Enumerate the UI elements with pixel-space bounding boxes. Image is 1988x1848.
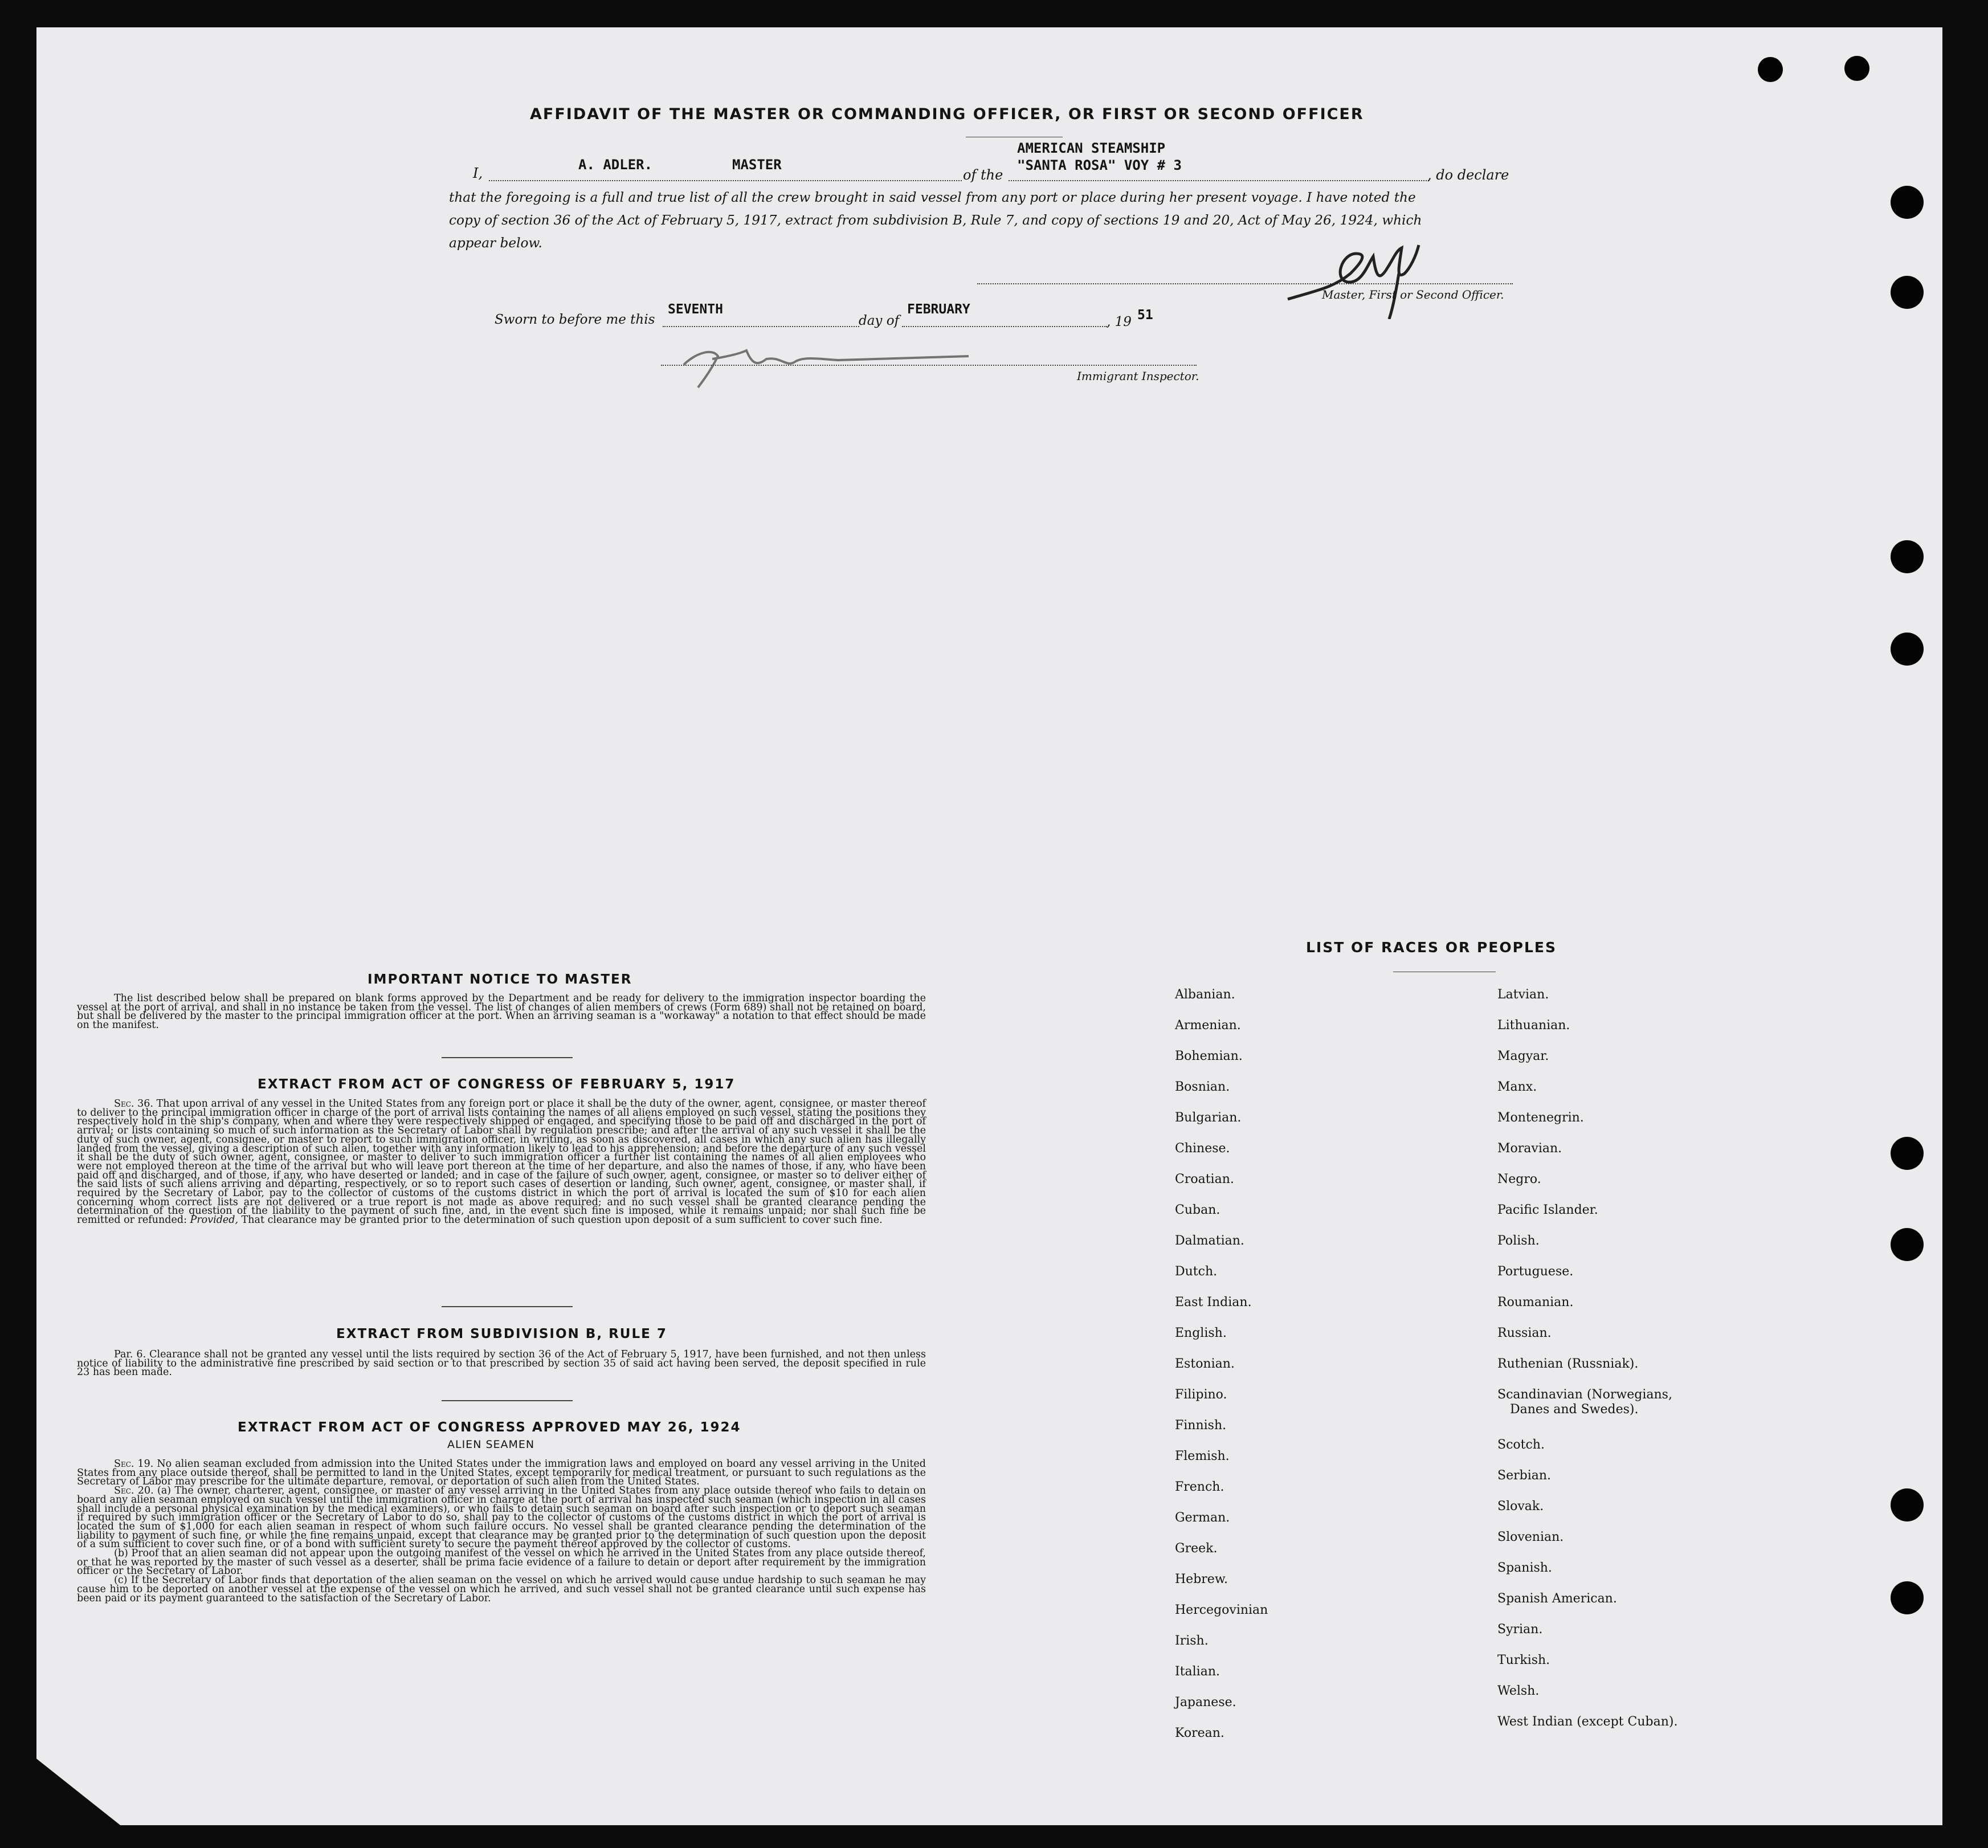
sec20c-para: (c) If the Secretary of Labor finds that deportation of the alien seaman on the vessel on which he arrived would cause undue hardship to such seaman he may cause him to be deported on another vessel at the expense of the vessel on which he arrived, and such vessel shall not be granted clearance until such expense has been paid or its payment guaranteed to the satisfaction of the Secretary of Labor. (77, 1574, 926, 1604)
sec19-label: Sec. 19. (114, 1458, 154, 1470)
officer-caption: Master, First or Second Officer. (1322, 288, 1504, 301)
extract-1917-body (77, 1100, 926, 1225)
binder-hole (1844, 56, 1869, 81)
notice-title: IMPORTANT NOTICE TO MASTER (368, 972, 632, 987)
race-item: West Indian (except Cuban). (1497, 1715, 1678, 1729)
race-item: Scotch. (1497, 1438, 1545, 1452)
year-prefix: , 19 (1107, 315, 1132, 329)
race-item: Korean. (1175, 1726, 1224, 1740)
race-item: East Indian. (1175, 1295, 1252, 1309)
race-item: Cuban. (1175, 1203, 1220, 1217)
race-item: Manx. (1497, 1080, 1537, 1094)
inspector-signature (672, 325, 991, 393)
race-item: Bosnian. (1175, 1080, 1230, 1094)
race-item: Slovenian. (1497, 1530, 1564, 1544)
affidavit-title: AFFIDAVIT OF THE MASTER OR COMMANDING OFFICER, OR FIRST OR SECOND OFFICER (530, 105, 1364, 123)
sec19-para (77, 1460, 926, 1487)
race-item: Russian. (1497, 1326, 1552, 1340)
race-item: Polish. (1497, 1234, 1540, 1248)
race-item: Filipino. (1175, 1388, 1227, 1402)
race-item: Spanish. (1497, 1561, 1552, 1575)
race-item: Turkish. (1497, 1653, 1550, 1667)
binder-hole (1891, 1228, 1924, 1261)
rule7-text: Par. 6. Clearance shall not be granted any vessel until the lists required by section 36 of the Act of February 5, 1917, have been furnished, and not then unless notice of liability to the administrative fine prescribed by said section or to that prescribed by section 35 of said act having been served, the deposit specified in rule 23 has been made. (77, 1349, 926, 1378)
race-item: Portuguese. (1497, 1264, 1574, 1279)
binder-hole (1891, 186, 1924, 219)
race-item: Pacific Islander. (1497, 1203, 1598, 1217)
inspector-caption: Immigrant Inspector. (1077, 369, 1199, 383)
race-item: Estonian. (1175, 1357, 1235, 1371)
sec20a-para (77, 1487, 926, 1549)
race-item: Irish. (1175, 1634, 1209, 1648)
race-item: Syrian. (1497, 1622, 1543, 1637)
race-item: Albanian. (1175, 988, 1235, 1002)
name-line (489, 180, 962, 181)
race-item: Japanese. (1175, 1695, 1236, 1710)
race-item: Ruthenian (Russniak). (1497, 1357, 1639, 1371)
year-value: 51 (1137, 308, 1153, 323)
divider (442, 1400, 573, 1401)
race-item: French. (1175, 1480, 1224, 1494)
sec20a-text: (a) The owner, charterer, agent, consignee, or master of any vessel arriving in the United States from any place outside thereof who fails to detain on board any alien seaman employed on such vessel until the immigration officer in charge at the port of arrival has inspected such seaman (which inspection in all cases shall include a personal physical examination by the medical examiners), or who fails to detain such seaman on board after such inspection or to deport such seaman if required by such immigration officer or the Secretary of Labor to do so, shall pay to the collector of customs of the customs district in which the port of arrival is located the sum of $1,000 for each alien seaman in respect of whom such failure occurs. No vessel shall be granted clearance pending the determination of the liability to payment of such fine, or while the fine remains unpaid, except that clearance may be granted prior to the determination of such question upon the deposit of a sum sufficient to cover such fine, or of a bond with sufficient surety to secure the payment thereof approved by the collector of customs. (77, 1485, 926, 1551)
race-item: Dutch. (1175, 1264, 1218, 1279)
race-item: Hebrew. (1175, 1572, 1228, 1586)
race-item: Spanish American. (1497, 1592, 1617, 1606)
race-item: Italian. (1175, 1665, 1220, 1679)
day-of-label: day of (859, 313, 900, 328)
binder-hole (1891, 1488, 1924, 1521)
provided-label: Provided, (190, 1214, 239, 1226)
binder-hole (1758, 57, 1783, 82)
rule7-body (77, 1351, 926, 1377)
race-item: Magyar. (1497, 1049, 1549, 1063)
race-item: Bohemian. (1175, 1049, 1243, 1063)
race-item: Montenegrin. (1497, 1111, 1584, 1125)
race-item: Moravian. (1497, 1141, 1562, 1156)
divider (442, 1057, 573, 1058)
binder-hole (1891, 633, 1924, 666)
declaration-line3: appear below. (449, 235, 542, 251)
notice-body (77, 994, 926, 1030)
vessel-line2: "SANTA ROSA" VOY # 3 (1017, 157, 1182, 173)
binder-hole (1891, 540, 1924, 573)
race-item: English. (1175, 1326, 1227, 1340)
race-item: Serbian. (1497, 1468, 1552, 1483)
race-item: Danes and Swedes). (1510, 1402, 1639, 1417)
race-item: Welsh. (1497, 1684, 1540, 1698)
day-value: SEVENTH (668, 302, 723, 317)
race-item: Flemish. (1175, 1449, 1230, 1463)
sec19-text: No alien seaman excluded from admission into the United States under the immigration laws and employed on board any vessel arriving in the United States from any place outside thereof, shall be permitted to land in the United States, except temporarily for medical treatment, or pursuant to such regulations as the Secretary of Labor may prescribe for the ultimate departure, removal, or deportation of such alien from the United States. (77, 1458, 926, 1488)
race-item: Croatian. (1175, 1172, 1234, 1186)
race-item: Negro. (1497, 1172, 1541, 1186)
rule7-title: EXTRACT FROM SUBDIVISION B, RULE 7 (336, 1327, 667, 1341)
race-item: Hercegovinian (1175, 1603, 1268, 1617)
race-item: Roumanian. (1497, 1295, 1574, 1309)
name-field: A. ADLER. (578, 157, 653, 173)
race-item: Dalmatian. (1175, 1234, 1244, 1248)
do-declare: , do declare (1427, 167, 1509, 183)
sec20-label: Sec. 20. (114, 1485, 154, 1497)
declaration-line2: copy of section 36 of the Act of February 5, 1917, extract from subdivision B, Rule 7, and copy of sections 19 and 20, Act of May 26, 1924, which (449, 213, 1422, 228)
divider (442, 1306, 573, 1307)
binder-hole (1891, 276, 1924, 309)
race-item: German. (1175, 1511, 1230, 1525)
declaration-line1: that the foregoing is a full and true list of all the crew brought in said vessel from any port or place during her present voyage. I have noted the (449, 190, 1416, 205)
race-item: Scandinavian (Norwegians, (1497, 1388, 1672, 1402)
sec36-label: Sec. 36. (114, 1098, 153, 1109)
extract-1917-title: EXTRACT FROM ACT OF CONGRESS OF FEBRUARY 5, 1917 (258, 1077, 736, 1092)
month-value: FEBRUARY (907, 302, 970, 317)
race-item: Latvian. (1497, 988, 1549, 1002)
extract-1924-title: EXTRACT FROM ACT OF CONGRESS APPROVED MAY 26, 1924 (238, 1420, 741, 1435)
race-item: Lithuanian. (1497, 1018, 1570, 1033)
sec36-text: That upon arrival of any vessel in the United States from any foreign port or place it shall be the duty of the owner, agent, consignee, or master thereof to deliver to the principal immigration officer in charge of the port of arrival lists containing the names of all aliens employed on such vessel, stating the positions they respectively hold in the ship's company, when and where they were respectively shipped or engaged, and specifying those to be paid off and discharged in the port of arrival; or lists containing so much of such information as the Secretary of Labor shall by regulation prescribe; and after the arrival of any such vessel it shall be the duty of such owner, agent, consignee, or master to report to such immigration officer, in writing, as soon as discovered, all cases in which any such alien has illegally landed from the vessel, giving a description of such alien, together with any information likely to lead to his apprehension; and before the departure of any such vessel it shall be the duty of such owner, agent, consignee, or master to deliver to such immigration officer a further list containing the names of all alien employees who were not employed thereon at the time of the arrival but who will leave port thereon at the time of her departure, and also the names of those, if any, who have been paid off and discharged, and of those, if any, who have deserted or landed; and in case of the failure of such owner, agent, consignee, or master so to deliver either of the said lists of such aliens arriving and departing, respectively, or so to report such cases of desertion or landing, such owner, agent, consignee, or master shall, if required by the Secretary of Labor, pay to the collector of customs of the customs district in which the port of arrival is located the sum of $10 for each alien concerning whom correct lists are not delivered or a true report is not made as above required; and no such vessel shall be granted clearance pending the determination of the question of the liability to the payment of such fine, and, in the event such fine is imposed, while it remains unpaid; nor shall such fine be remitted or refunded: (77, 1098, 926, 1226)
extract-1924-body (77, 1460, 926, 1603)
binder-hole (1891, 1137, 1924, 1170)
vessel-line1: AMERICAN STEAMSHIP (1017, 140, 1166, 156)
race-item: Chinese. (1175, 1141, 1230, 1156)
race-item: Finnish. (1175, 1418, 1227, 1433)
notice-text: The list described below shall be prepared on blank forms approved by the Department and be ready for delivery to the immigration inspector boarding the vessel at the port of arrival, and shall in no instance be taken from the vessel. The list of changes of alien members of crews (Form 689) shall not be retained on board, but shall be delivered by the master to the principal immigration officer at the port. When an arriving seaman is a "workaway" a notation to that effect should be made on the manifest. (77, 993, 926, 1031)
alien-seamen-subtitle: ALIEN SEAMEN (447, 1438, 535, 1451)
i-label: I, (473, 165, 483, 181)
of-the-label: of the (963, 167, 1003, 183)
officer-signature (1282, 234, 1453, 319)
binder-hole (1891, 1581, 1924, 1614)
race-item: Greek. (1175, 1541, 1218, 1556)
vessel-line (1009, 180, 1429, 181)
sec36-end: That clearance may be granted prior to the determination of such question upon deposit of a sum sufficient to cover such fine. (241, 1214, 883, 1226)
sworn-label: Sworn to before me this (495, 312, 655, 327)
race-item: Bulgarian. (1175, 1111, 1242, 1125)
race-item: Armenian. (1175, 1018, 1241, 1033)
sec20b-para: (b) Proof that an alien seaman did not appear upon the outgoing manifest of the vessel on which he arrived in the United States from any place outside thereof, or that he was reported by the master of such vessel as a deserter, shall be prima facie evidence of a failure to detain or deport after requirement by the immigration officer or the Secretary of Labor. (77, 1548, 926, 1577)
races-title: LIST OF RACES OR PEOPLES (1306, 939, 1557, 956)
rank-field: MASTER (732, 157, 782, 173)
race-item: Slovak. (1497, 1499, 1544, 1514)
